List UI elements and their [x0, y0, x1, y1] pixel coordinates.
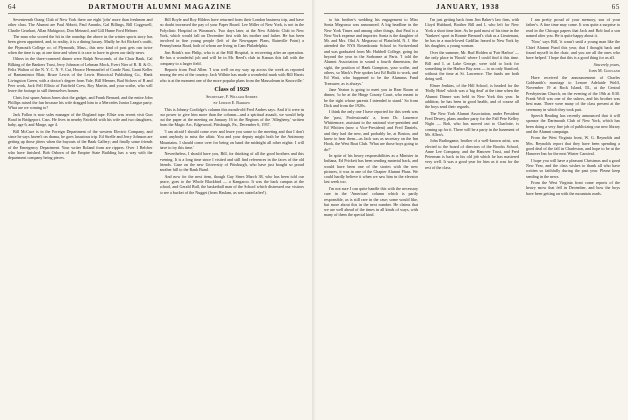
right-columns — [324, 17, 620, 417]
paragraph: Bill Boyle and Roy Hilders have returned from their London business trip, and have no doubt increased the pay of your Paper Board. Lee Miller of New York, is not in the Polyclinic Hospital or Waxman's. Two days later, at the New Athletic Club in New York, which would fall on December first with his mother and father. He has been involved in fine young people (left of the Newspaper Plans, Rainville Point) a Pennsylvania Road, both of whom are living in Cam Philadelphia. — [159, 17, 304, 49]
right-column-3 — [526, 17, 620, 417]
paragraph: I hope you will have a pleasant Christmas and a good New Year, and the class wishes to thank all who have written so faithfully during the past year. Please keep sending in the news. — [526, 157, 620, 179]
paragraph: This is Johnny Coolidge's column this month-old Fred Andres says. And if it were in our power to give him more than the column—and a spiritual assault, we would help out the paper at the meeting on January 16 in the Regions of the 'Allegheny,' written from the Magic Arc, Edgewood, Pittsburgh, Pa., December 6, 1937. — [159, 106, 304, 128]
paragraph: Speech Reading has recently announced that it will sponsor the Dartmouth Club of New York, which has been doing a very fine job of publicizing our new library and the Alumni campaign. — [526, 112, 620, 134]
class-section-byline-2: by Lindon E. Barrow — [213, 100, 251, 106]
left-column-2 — [160, 17, 305, 417]
paragraph: Over the summer, Mr. Bud Holden at 'Fair Harbor' — the only place in 'Brook' where I could find it this time. Bill and I, at Lake George, were told to look for something in the Harbor Bay area — to us only Stanford, without the time at St. Lawrence. The funds are both doing well. — [425, 49, 519, 82]
right-running-title: JANUARY, 1938 — [436, 3, 500, 11]
paragraph: Jack Fallon is now sales manager of the Dogland tape. Ellsie was recent visit Gun Road in Bridgeport. Cass. He lives in nearby Fairfield with his wife and two daughters, baby, age 6, and Marge, age 4. — [8, 111, 153, 128]
right-column-1 — [324, 17, 418, 417]
paragraph: 'I am afraid I should come over and leave you some to the meeting and that I don't want anybody to miss the affair. You and your deputy might both be the Antimony Mountains. I should come over for being on hand the midnight all other nights: I will have to try this time.' — [159, 128, 304, 150]
paragraph: I'm not sure I can quite handle this with the necessary care in the 'American' column which is partly responsible, as is still rare in the case; some would like, but more about this in the next number. He claims that we are well ahead of the times in all kinds of ways, with many of them the special kind. — [324, 185, 418, 218]
left-running-title: DARTMOUTH ALUMNI MAGAZINE — [88, 3, 232, 11]
right-page — [316, 0, 628, 420]
left-columns — [8, 17, 304, 417]
left-page-number: 64 — [8, 3, 17, 11]
paragraph: Jane Yeaton is going to meet you in Rear Room at dinner, 'to be at the Hinge County Court, who meant to be the right whose parents I intended to stand.' So from Dick and from the 1920s. — [324, 87, 418, 108]
class-section-byline: Secretary, F. William Andres — [206, 93, 258, 99]
paragraph: From the West Virginia front, W. G. Reynolds and Mrs. Reynolds report that they have been spending a good deal of the fall in Charleston, and hope to be at the Hanover Inn for the next Winter Carnival. — [526, 135, 620, 157]
left-running-head — [8, 3, 304, 14]
paragraph: Elmer Jenkins, of the Hill School, is headed for the 'Holly Hotel' which was a 'big deal' at the time when the Alumni Dinner was held in New York this year. In addition, he has been in good health, and of course all the boys send their regards. — [425, 82, 519, 110]
letter-closing: Sincerely yours, — [593, 61, 620, 67]
paragraph: Nevertheless, I should have you, Bill, for thinking of all the good brothers and this evening. It is a long time since I visited and still find references in the faces of the old friends. Gaze on the new University of Pittsburgh, who have just bought so proud another hill to the Rank Band. — [159, 151, 304, 173]
paragraph: From the West Virginia front come reports of the heavy snow that fell in December, and how the boys have been getting on with the mountain roads. — [526, 180, 620, 196]
paragraph: Have received the announcement of Charles Goldsmith's marriage to Lenore Adelaide Wolff, November 19 at Rock Island, Ill., at the Central Presbyterian Church, on the evening of the 19th at 8:30. Frank Wolf was one of the ushers, and his brother was best man. There were many of the class present at the ceremony in which they took part. — [526, 74, 620, 112]
paragraph: Reports from Paul Allen: 'I was well on my way up across the week as reported among the rest of the country. Jack Wilhite has made a wonderful mark with Bill Harris who is at the moment one of the more popular plans from the Mausoleum in Knoxville.' — [159, 67, 304, 83]
paragraph: John Burlingame, brother of a well-known artist, was elected to the board of directors of the Brooks School, Anne Lee Company, and the Hanover Trust, and Fred Peterman is back in his old job which he has mastered very well. It was a good year for him as it was for the rest of the class. — [425, 138, 519, 170]
paragraph: 'Now,' says Bill, 'it wasn't until a young man like the Chief Alumni Fund this year, that I thought back and found myself in the chair, and you are all the ones who have helped.' I hope that this is a good thing for us all. — [526, 39, 620, 61]
right-page-number: 65 — [611, 3, 620, 11]
paragraph: I am pretty proud of your memory, son of your father's. A fine time may come. It was quite a surprise to read in the Chicago papers that Jack and Bob had a son named after you. He is quite happy about it. — [526, 17, 620, 38]
paragraph: Others in the three-cornered dinner were Ralph Newcomb, of the Chair Bank, Cal Bilking of the Bankers Trust, Jerry Johnson of Lehman Mock, Evert Nier of B. B. & O., Felix Walton of the N. Y. C. N. V. Cat, Horace Hermanfiel of Conde Nast, Grant Keller of Bantamintor Blair, Bruce Lewis of the Lewis Historical Publishing Co., Hank Livingston Green, with a doctor's degree from Yale, Bill Menner, Bud Sichers of R and Peer work, Jack Fell Ellisio of Fairfield Crew, Roy Martin, and your scribe, who will leave the footage to still themselves homes. — [8, 56, 153, 94]
left-column-1 — [8, 17, 153, 417]
paragraph: I'm just getting back from Jim Baker's law firm, with Lloyd Hubbard, Brother Bill and I, who left for New York a short time later. As he paid most of his time in the 'Yankees' sport in Ronnie Bernard's club as a Lieutenant, he has in a much-loved Cadillac leased to New York by his daughter, a young woman. — [425, 17, 519, 49]
paragraph: I think the only one I have reported for this week was the 'past, Professionals' a, from Dr. Laurence Whittemore, assistant to the national vice-president and Ed Whitten (now a Vice-President) and Fred Daniels, and they had the new, and probably he, at Boston, and knew to hear them—as Jack was as secretary on the Inn Hook, the West Boat Club. 'What are those boys going to do?' — [324, 109, 418, 152]
paragraph: Seventeenth Orang Club of New York there are eight 'jobs' more than freshmen and other class. The Alumni are Paul Abbott, Paul Anunks, Gal Billings, Bill Coggswell, Charlie Gearhart, Allan Mahigroot, Don Meinard, and Gill Hume Ford Helmer. — [8, 17, 153, 33]
paragraph: In spite of his heavy responsibilities as a Minister in Indiana, Ed Prickett has been sending material back, and would have been one of the stories with the new pictures, it was in one of the Chapter Alumni Plans. We could hardly believe it when we saw him in the elevator last week too. — [324, 152, 418, 185]
paragraph: Bill McCure is in the Foreign Department of the western Electric Company, and since he says haven't on drama, he goes luxurious trip. Ed Strelle and Jerry Johnson are getting up those jitters when the buyouts of the Bank Gallery; and finally some friends of the Emergency Department. Your writer Roland from are rippers. Over 1 Belcher who have finished. Bob Osborn of the Empire State Building has a way with the department company being pieces. — [8, 128, 153, 161]
paragraph: The man who scored the hit in the roundup the above in the winter sports story has been given appointed, and, in reality, it is a dining luxury. Madly he Art Rickert's outfit, the Plymouth College co. of Plymouth, Mass., this new kind of post gets run twice when the time is up; at one time and when it is rare to have in given our daily news. — [8, 34, 153, 55]
letter-signature: John M. Gowland — [588, 68, 620, 74]
paragraph: Jim Brink's son Philip, who is at the Hill Hospital, is recovering after an operation. He has a wonderful job and will be in Mr. Reed's club in Kansas this fall with the company to a larger field. — [159, 49, 304, 66]
paragraph: And now for the next item, though Guy Sines March 38, who has been told our peace, goes to the Whole Blackbird — a Kangaroo. It was the back campus at the school, and Gerald Bull, the basketball man of the School which distressed our visitors to see a bucket of the Nugget (from Haslam, as was stated after!). — [159, 173, 304, 195]
right-running-head — [324, 3, 620, 14]
left-page — [0, 0, 312, 420]
paragraph: Chris Jost spurn Anton Jones shot the gadget, and Frank Bernard, and the entire John Phillips raised the fun because his wife dragged him to a Mercedes Junior League party. What are we coming to? — [8, 94, 153, 111]
paragraph: to his brother's wedding his engagement to Miss Sonia Megrasso was announced. A big headline in the New York Times and among other things, that Paul is a New York expense and importer. Sonia is the daughter of Mr. and Mrs. Olaf A. Megrasso of Plainfield, N. J. She attended the NYA Rosenkrantz School in Switzerland and was graduated from Mr. Hubbell College, going far beyond the year in the Sorbonne at Paris. 'I told the Alumni Association to sound a fourth dimension, the sight, the position of Hank Gompton, your scribe, and others, so Mack's Pete spokes last Ed Bullit to work, and Ed Watt, who happened to be the Alumnus Fund Treasurer, as is always.' — [324, 17, 418, 86]
right-column-2 — [425, 17, 519, 417]
class-section-title: Class of 1929 — [214, 85, 250, 93]
paragraph: The New York Alumni Association, under President Fred Dewey, plans another party for the Fall Pete Kelley Night — Bob, who has moved out to Charlotte, is coming up for it. There will be a party in the basement of Mr. Allen's. — [425, 110, 519, 137]
